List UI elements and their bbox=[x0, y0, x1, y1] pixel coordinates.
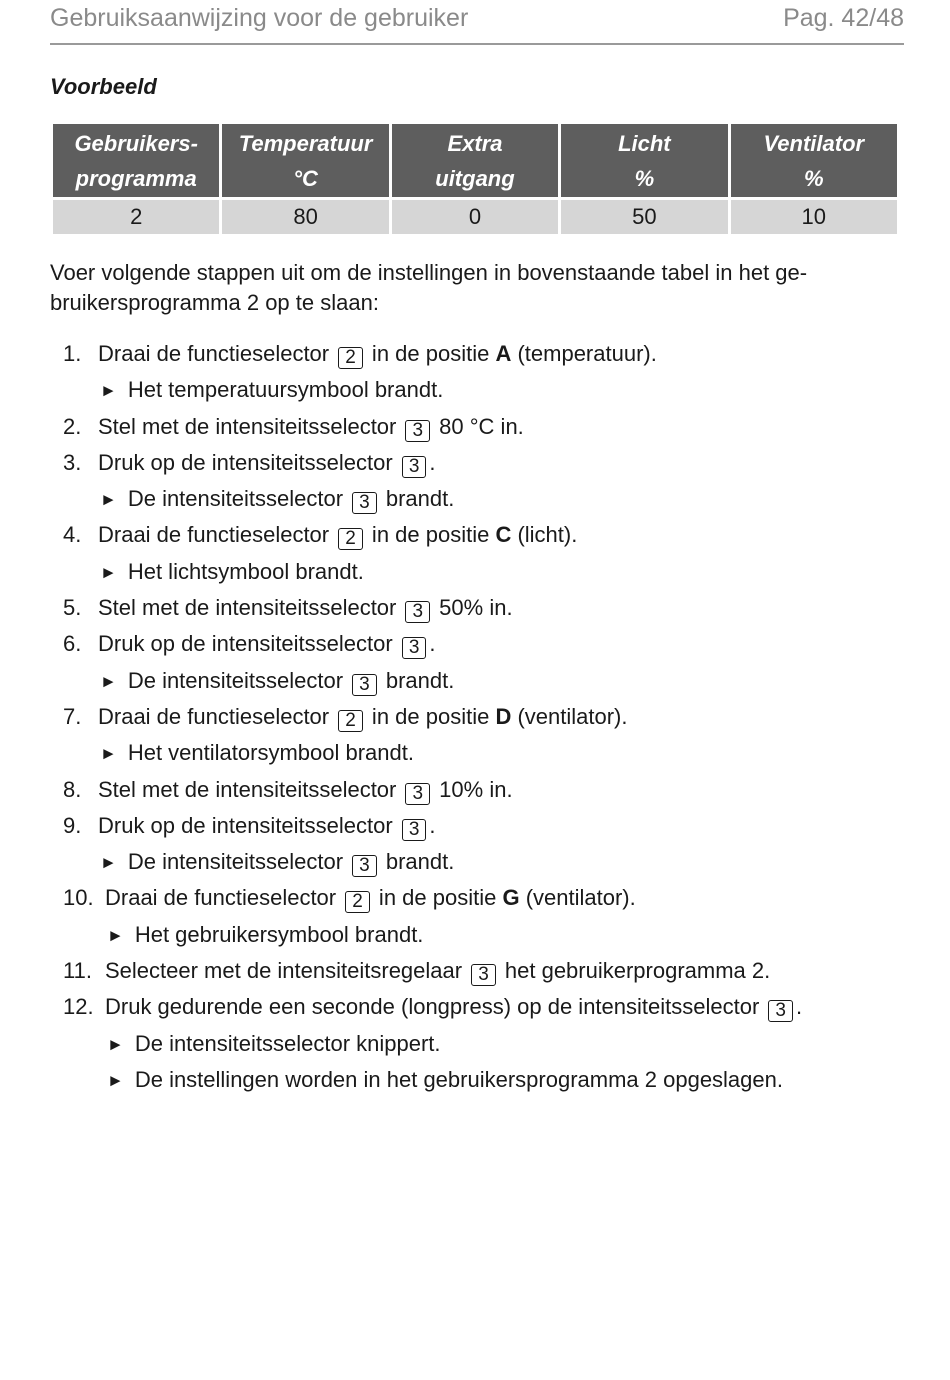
step-number: 11. bbox=[63, 958, 92, 984]
step-item bbox=[50, 809, 920, 845]
step-item bbox=[50, 410, 920, 446]
document-title: Gebruiksaanwijzing voor de gebruiker bbox=[50, 4, 469, 32]
table-header-row bbox=[53, 124, 897, 197]
table-cell: 2 bbox=[53, 197, 219, 234]
step-list bbox=[50, 337, 920, 1099]
control-number-key: 3 bbox=[352, 855, 377, 877]
control-number-key: 2 bbox=[338, 710, 363, 732]
step-result-text: ► Het temperatuursymbool brandt. bbox=[100, 373, 443, 408]
header-text: Temperatuur bbox=[238, 131, 373, 156]
step-number: 5. bbox=[63, 595, 82, 621]
position-letter: D bbox=[495, 703, 512, 729]
step-text: Druk op de intensiteitsselector 3 . bbox=[98, 449, 436, 477]
step-text: Stel met de intensiteitsselector 3 80 °C in. bbox=[98, 413, 524, 441]
page-number: Pag. 42/48 bbox=[783, 4, 904, 32]
header-text: Extra bbox=[447, 131, 503, 156]
header-text: Ventilator bbox=[763, 131, 865, 156]
result-arrow-icon: ► bbox=[100, 744, 117, 764]
step-text: Selecteer met de intensiteitsregelaar 3 het gebruikerprogramma 2. bbox=[105, 958, 771, 986]
step-item bbox=[50, 881, 920, 917]
step-item bbox=[50, 591, 920, 627]
header-fan bbox=[731, 124, 897, 197]
step-result bbox=[50, 845, 920, 881]
step-number: 1. bbox=[63, 341, 82, 366]
step-result bbox=[50, 918, 920, 954]
step-number: 10. bbox=[63, 885, 94, 911]
step-text: Stel met de intensiteitsselector 3 50% in. bbox=[98, 595, 513, 623]
header-light bbox=[561, 124, 727, 197]
result-arrow-icon: ► bbox=[107, 1070, 124, 1090]
step-text: Draai de functieselector 2 in de positie A (temperatuur). bbox=[98, 341, 657, 368]
result-arrow-icon: ► bbox=[100, 490, 117, 510]
step-text: Draai de functieselector 2 in de positie G (ventilator). bbox=[105, 885, 636, 913]
header-text: programma bbox=[75, 166, 197, 191]
result-arrow-icon: ► bbox=[107, 1034, 124, 1054]
step-number: 7. bbox=[63, 703, 82, 729]
step-number: 4. bbox=[63, 522, 82, 548]
control-number-key: 3 bbox=[405, 601, 430, 623]
table-cell: 80 bbox=[222, 197, 388, 234]
step-result bbox=[50, 736, 920, 772]
step-result-text: ► Het gebruikersymbool brandt. bbox=[107, 918, 423, 953]
step-number: 9. bbox=[63, 812, 82, 838]
control-number-key: 3 bbox=[402, 637, 427, 659]
intro-paragraph: Voer volgende stappen uit om de instellingen in bovenstaande tabel in het ge-bruikersprogramma 2 op te slaan: bbox=[50, 260, 808, 315]
step-number: 12. bbox=[63, 994, 94, 1020]
result-arrow-icon: ► bbox=[100, 671, 117, 691]
step-item bbox=[50, 954, 920, 990]
step-text: Stel met de intensiteitsselector 3 10% in. bbox=[98, 776, 513, 804]
header-text: uitgang bbox=[435, 166, 515, 191]
step-item bbox=[50, 446, 920, 482]
page-header bbox=[50, 0, 904, 45]
table-cell: 50 bbox=[561, 197, 727, 234]
control-number-key: 2 bbox=[338, 347, 363, 369]
step-text: Draai de functieselector 2 in de positie D (ventilator). bbox=[98, 703, 628, 731]
control-number-key: 2 bbox=[338, 528, 363, 550]
control-number-key: 3 bbox=[402, 456, 427, 478]
header-text: Licht bbox=[618, 131, 671, 156]
step-result bbox=[50, 1027, 920, 1063]
step-number: 8. bbox=[63, 776, 82, 802]
step-item bbox=[50, 700, 920, 736]
control-number-key: 3 bbox=[768, 1000, 793, 1022]
header-text: % bbox=[804, 166, 824, 191]
control-number-key: 2 bbox=[345, 891, 370, 913]
step-result-text: ► De intensiteitsselector 3 brandt. bbox=[100, 664, 454, 699]
table-cell: 10 bbox=[731, 197, 897, 234]
header-extra-output bbox=[392, 124, 558, 197]
step-text: Draai de functieselector 2 in de positie C (licht). bbox=[98, 522, 578, 550]
header-text: °C bbox=[293, 166, 318, 191]
step-result-text: ► Het lichtsymbool brandt. bbox=[100, 555, 364, 590]
table-cell: 0 bbox=[392, 197, 558, 234]
position-letter: C bbox=[495, 522, 512, 548]
step-result bbox=[50, 555, 920, 591]
step-result bbox=[50, 1063, 920, 1099]
step-result-text: ► De instellingen worden in het gebruikersprogramma 2 opgeslagen. bbox=[107, 1063, 783, 1098]
control-number-key: 3 bbox=[352, 492, 377, 514]
step-text: Druk op de intensiteitsselector 3 . bbox=[98, 812, 436, 840]
control-number-key: 3 bbox=[352, 674, 377, 696]
step-item bbox=[50, 627, 920, 663]
step-item bbox=[50, 337, 920, 373]
step-item bbox=[50, 773, 920, 809]
control-number-key: 3 bbox=[402, 819, 427, 841]
step-result-text: ► De intensiteitsselector knippert. bbox=[107, 1027, 441, 1062]
header-text: % bbox=[634, 166, 655, 191]
step-result bbox=[50, 664, 920, 700]
step-item bbox=[50, 518, 920, 554]
section-title: Voorbeeld bbox=[50, 74, 157, 99]
position-letter: A bbox=[495, 341, 512, 366]
header-user-program bbox=[53, 124, 219, 197]
step-text: Druk op de intensiteitsselector 3 . bbox=[98, 631, 436, 659]
step-result-text: ► De intensiteitsselector 3 brandt. bbox=[100, 845, 454, 880]
step-number: 2. bbox=[63, 413, 82, 439]
control-number-key: 3 bbox=[471, 964, 496, 986]
step-result bbox=[50, 373, 920, 409]
step-number: 3. bbox=[63, 449, 82, 475]
result-arrow-icon: ► bbox=[100, 562, 117, 582]
result-arrow-icon: ► bbox=[107, 925, 124, 945]
result-arrow-icon: ► bbox=[100, 853, 117, 873]
step-result-text: ► Het ventilatorsymbool brandt. bbox=[100, 736, 414, 771]
step-number: 6. bbox=[63, 631, 82, 657]
header-temperature bbox=[222, 124, 388, 197]
result-arrow-icon: ► bbox=[100, 381, 117, 401]
position-letter: G bbox=[502, 885, 520, 911]
step-result bbox=[50, 482, 920, 518]
control-number-key: 3 bbox=[405, 420, 430, 442]
table-row bbox=[53, 197, 897, 234]
step-result-text: ► De intensiteitsselector 3 brandt. bbox=[100, 482, 454, 517]
settings-table bbox=[50, 124, 900, 234]
control-number-key: 3 bbox=[405, 783, 430, 805]
header-text: Gebruikers- bbox=[74, 131, 198, 156]
step-item bbox=[50, 990, 920, 1026]
step-text: Druk gedurende een seconde (longpress) op de intensiteitsselector 3 . bbox=[105, 994, 803, 1022]
